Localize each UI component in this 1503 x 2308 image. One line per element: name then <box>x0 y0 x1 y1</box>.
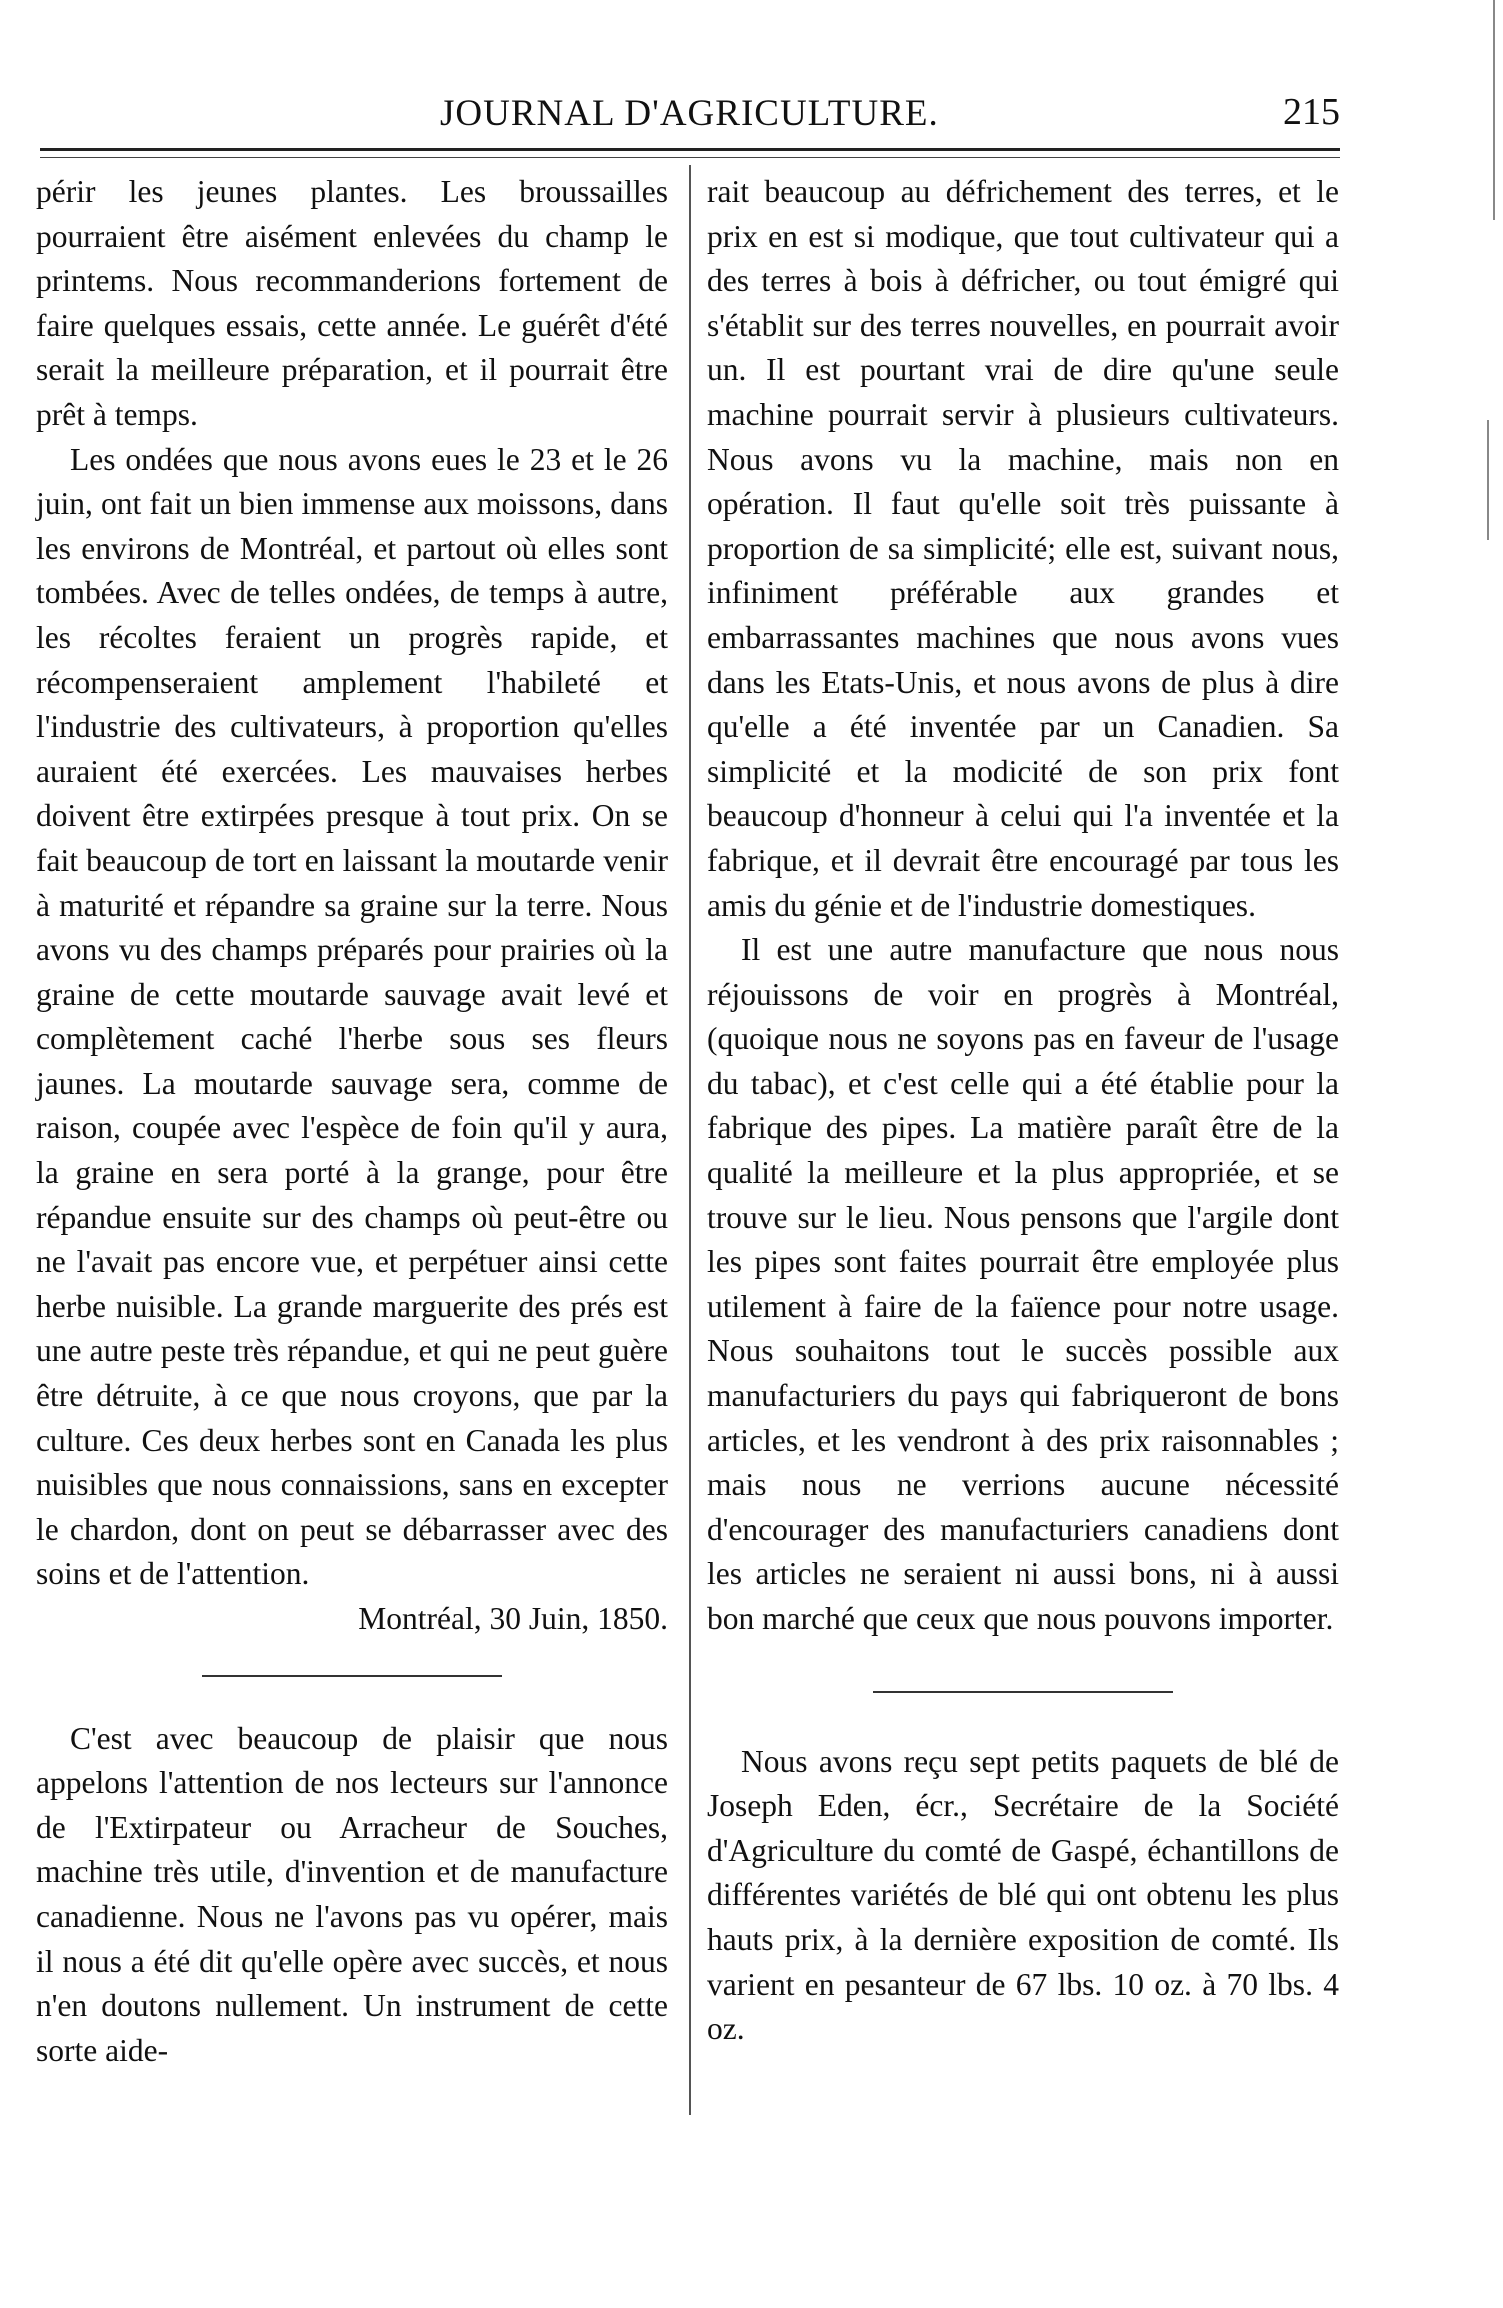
section-separator-right <box>873 1691 1173 1693</box>
dateline: Montréal, 30 Juin, 1850. <box>358 1601 668 1636</box>
right-column <box>707 170 1339 2052</box>
section-separator-left <box>202 1675 502 1677</box>
page-number: 215 <box>1283 91 1340 133</box>
page-header <box>40 82 1340 142</box>
left-paragraph-3: C'est avec beaucoup de plaisir que nous appelons l'attention de nos lecteurs sur l'annonce de l'Extirpateur ou Arracheur de Souches, machine très utile, d'invention et de manufacture canadienne. Nous ne l'avons pas vu opérer, mais il nous a été dit qu'elle opère avec succès, et nous n'en doutons nullement. Un instrument de cette sorte aide- <box>36 1720 668 2068</box>
header-rule-thick <box>40 148 1340 151</box>
header-rule-thin <box>40 157 1340 158</box>
journal-title: JOURNAL D'AGRICULTURE. <box>440 93 939 134</box>
right-paragraph-3: Nous avons reçu sept petits paquets de blé de Joseph Eden, écr., Secrétaire de la Société d'Agriculture du comté de Gaspé, échantillons de différentes variétés de blé qui ont obtenu les plus hauts prix, à la dernière exposition de comté. Ils varient en pesanteur de 67 lbs. 10 oz. à 70 lbs. 4 oz. <box>707 1743 1339 2047</box>
left-column <box>36 170 668 2073</box>
left-paragraph-1: périr les jeunes plantes. Les broussailles pourraient être aisément enlevées du champ le printems. Nous recommanderions fortement de faire quelques essais, cette année. Le guérêt d'été serait la meilleure préparation, et il pourrait être prêt à temps. <box>36 174 668 432</box>
column-divider <box>689 165 691 2115</box>
page-edge-binding <box>1463 0 1503 2308</box>
right-paragraph-1: rait beaucoup au défrichement des terres, et le prix en est si modique, que tout cultivateur qui a des terres à bois à défricher, ou tout émigré qui s'établit sur des terres nouvelles, en pourrait avoir un. Il est pourtant vrai de dire qu'une seule machine pourrait servir à plusieurs cultivateurs. Nous avons vu la machine, mais non en opération. Il faut qu'elle soit très puissante à proportion de sa simplicité; elle est, suivant nous, infiniment préférable aux grandes et embarrassantes machines que nous avons vues dans les Etats-Unis, et nous avons de plus à dire qu'elle a été inventée par un Canadien. Sa simplicité et la modicité de son prix font beaucoup d'honneur à celui qui l'a inventée et la fabrique, et il devrait être encouragé par tous les amis du génie et de l'industrie domestiques. <box>707 174 1339 923</box>
left-paragraph-2: Les ondées que nous avons eues le 23 et le 26 juin, ont fait un bien immense aux moissons, dans les environs de Montréal, et partout où elles sont tombées. Avec de telles ondées, de temps à autre, les récoltes feraient un progrès rapide, et récompenseraient amplement l'habileté et l'industrie des cultivateurs, à proportion qu'elles auraient été exercées. Les mauvaises herbes doivent être extirpées presque à tout prix. On se fait beaucoup de tort en laissant la moutarde venir à maturité et répandre sa graine sur la terre. Nous avons vu des champs préparés pour prairies où la graine de cette moutarde sauvage avait levé et complètement caché l'herbe sous ses fleurs jaunes. La moutarde sauvage sera, comme de raison, coupée avec l'espèce de foin qu'il y aura, la graine en sera porté à la grange, pour être répandue ensuite sur des champs où peut-être ou ne l'avait pas encore vue, et perpétuer ainsi cette herbe nuisible. La grande marguerite des prés est une autre peste très répandue, et qui ne peut guère être détruite, à ce que nous croyons, que par la culture. Ces deux herbes sont en Canada les plus nuisibles que nous connaissions, sans en excepter le chardon, dont on peut se débarrasser avec des soins et de l'attention. <box>36 441 668 1592</box>
right-paragraph-2: Il est une autre manufacture que nous nous réjouissons de voir en progrès à Montréal, (quoique nous ne soyons pas en faveur de l'usage du tabac), et c'est celle qui a été établie pour la fabrique des pipes. La matière paraît être de la qualité la meilleure et la plus appropriée, et se trouve sur le lieu. Nous pensons que l'argile dont les pipes sont faites pourrait être employée plus utilement à faire de la faïence pour notre usage. Nous souhaitons tout le succès possible aux manufacturiers du pays qui fabriqueront de bons articles, et les vendront à des prix raisonnables ; mais nous ne verrions aucune nécessité d'encourager des manufacturiers canadiens dont les articles ne seraient ni aussi bons, ni à aussi bon marché que ceux que nous pouvons importer. <box>707 932 1339 1636</box>
